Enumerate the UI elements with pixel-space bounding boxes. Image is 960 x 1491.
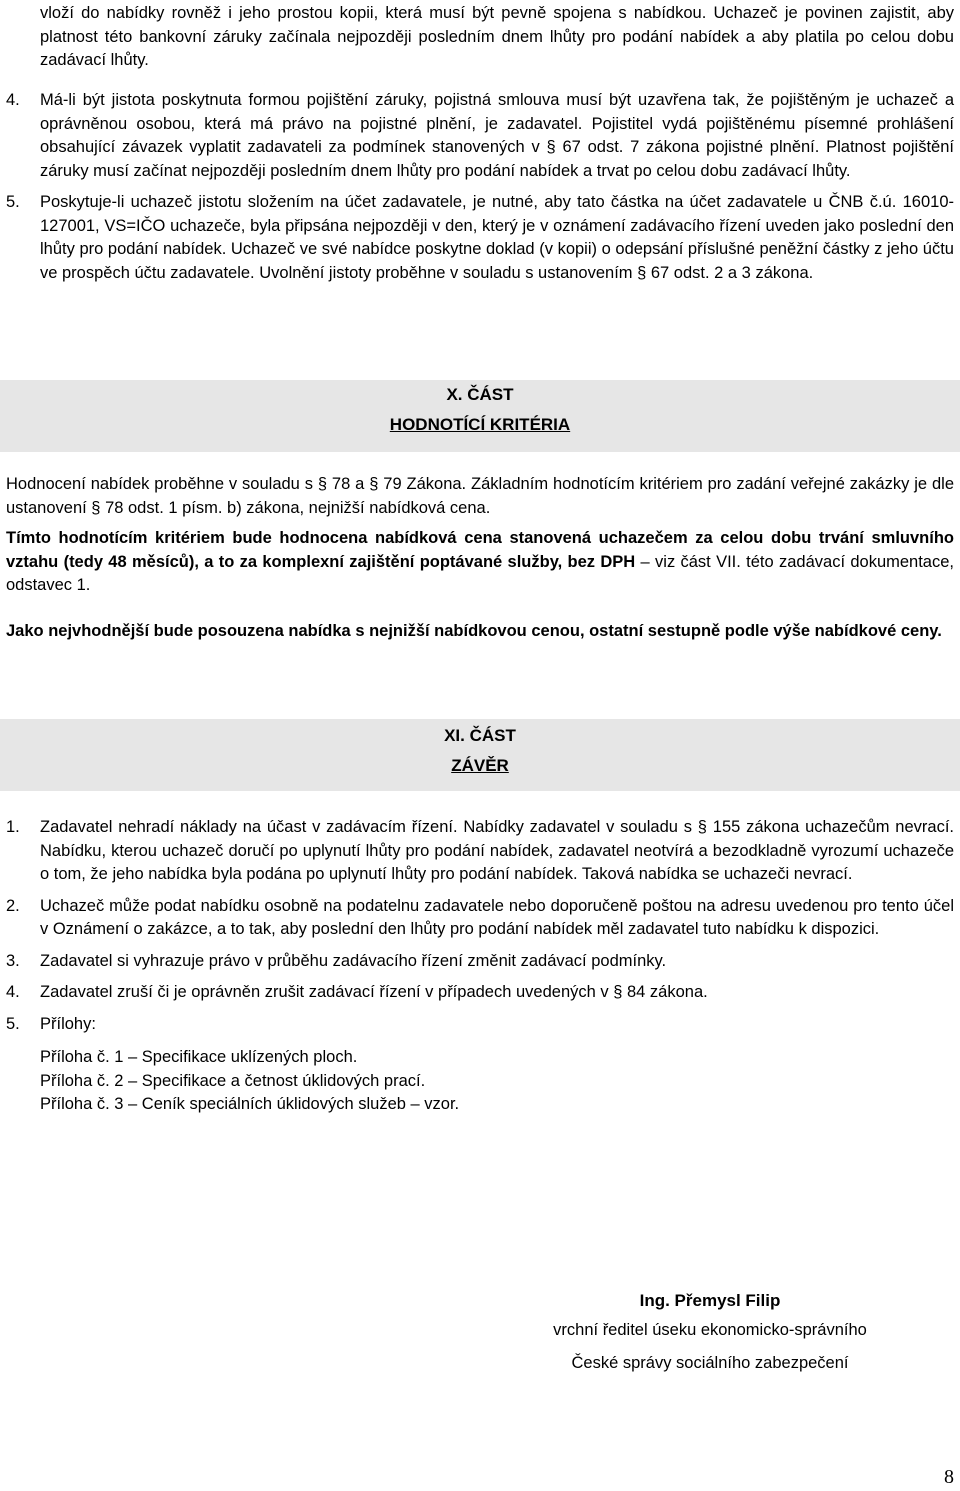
attachment-item: Příloha č. 2 – Specifikace a četnost úklidových prací. — [40, 1071, 426, 1090]
section-xi-content — [0, 816, 960, 1117]
page-number: 8 — [944, 1466, 954, 1488]
item-number: 3. — [6, 951, 20, 970]
continuation-block — [0, 2, 960, 73]
criteria-detail-rest: – viz část VII. této zadávací dokumentace, odstavec 1. — [6, 552, 954, 594]
criteria-detail-bold: Tímto hodnotícím kritériem bude hodnocena nabídková cena stanovená uchazečem za celou dobu trvání smluvního vztahu (tedy 48 měsíců), a to za komplexní zajištění poptávané služby, bez DPH — [6, 529, 954, 571]
section-heading: X. ČÁST — [446, 385, 514, 404]
list-item — [0, 895, 960, 942]
item-number: 5. — [6, 1014, 20, 1033]
attachment-list — [0, 1046, 960, 1117]
item-number: 4. — [6, 983, 20, 1001]
item-text: Přílohy: — [40, 1014, 96, 1033]
item-text: Zadavatel nehradí náklady na účast v zadávacím řízení. Nabídky zadavatel v souladu s § 155 zákona uchazečům nevrací. Nabídku, kterou uchazeč doručí po uplynutí lhůty pro podání nabídek, zadavatel neotvírá a bezodkladně vyrozumí uchazeče o tom, že jeho nabídka byla podána po uplynutí lhůty pro podání nabídek. Taková nabídka se uchazeči nevrací. — [40, 818, 954, 883]
attachment-item: Příloha č. 3 – Ceník speciálních úklidových služeb – vzor. — [40, 1095, 460, 1113]
section-x-content — [0, 473, 960, 643]
item-text: Uchazeč může podat nabídku osobně na podatelnu zadavatele nebo doporučeně poštou na adresu uvedenou pro tento účel v Oznámení o zakázce, a to tak, aby poslední den lhůty pro podání nabídek měl zadavatel tuto nabídku k dispozici. — [40, 896, 954, 938]
ranking-paragraph: Jako nejvhodnější bude posouzena nabídka s nejnižší nabídkovou cenou, ostatní sestupně podle výše nabídkové ceny. — [6, 621, 942, 640]
item-number: 1. — [6, 818, 20, 836]
section-title: HODNOTÍCÍ KRITÉRIA — [389, 415, 571, 434]
section-title: ZÁVĚR — [451, 756, 509, 775]
list-item — [0, 981, 960, 1005]
criteria-detail-paragraph — [0, 527, 960, 598]
item-text: Má-li být jistota poskytnuta formou pojištění záruky, pojistná smlouva musí být uzavřena tak, že pojištěným je uchazeč a oprávněnou osobou, která má právo na pojistné plnění, je zadavatel. Pojistitel vydá pojištěnému písemné prohlášení obsahující závazek vyplatit zadavateli za podmínek stanovených v § 67 odst. 7 zákona pojistné plnění. Platnost pojištění záruky musí začínat nejpozději posledním dnem lhůty pro podání nabídek a trvat po celou dobu zadávací lhůty. — [40, 91, 954, 180]
section-heading: XI. ČÁST — [444, 726, 516, 745]
signatory-organization: České správy sociálního zabezpečení — [571, 1353, 849, 1372]
item-number: 5. — [6, 193, 20, 211]
continuation-paragraph: vloží do nabídky rovněž i jeho prostou kopii, která musí být pevně spojena s nabídkou. Uchazeč je povinen zajistit, aby platnost této bankovní záruky začínala nejpozději posledním dnem lhůty pro podání nabídek a aby platila po celou dobu zadávací lhůty. — [40, 4, 954, 69]
section-x-banner — [0, 380, 960, 452]
item-number: 2. — [6, 896, 20, 915]
item-number: 4. — [6, 91, 20, 109]
signature-block — [218, 1288, 960, 1375]
item-text: Poskytuje-li uchazeč jistotu složením na účet zadavatele, je nutné, aby tato částka na účet zadavatele u ČNB č.ú. 16010-127001, VS=IČO uchazeče, byla připsána nejpozději v den, který je v oznámení zadávacího řízení uveden jako poslední den lhůty pro podání nabídek. Uchazeč ve své nabídce poskytne doklad (v kopii) o odepsání příslušné peněžní částky z jeho účtu ve prospěch účtu zadavatele. Uvolnění jistoty proběhne v souladu s ustanovením § 67 odst. 2 a 3 zákona. — [40, 193, 954, 282]
list-item — [0, 1013, 960, 1037]
guarantee-list — [0, 89, 960, 285]
list-item — [0, 89, 960, 183]
signatory-name: Ing. Přemysl Filip — [639, 1291, 781, 1310]
item-text: Zadavatel si vyhrazuje právo v průběhu zadávacího řízení změnit zadávací podmínky. — [40, 951, 667, 970]
list-item — [0, 950, 960, 974]
list-item — [0, 191, 960, 285]
item-text: Zadavatel zruší či je oprávněn zrušit zadávací řízení v případech uvedených v § 84 zákona. — [40, 983, 708, 1001]
signatory-role: vrchní ředitel úseku ekonomicko-správního — [553, 1321, 867, 1339]
list-item — [0, 816, 960, 887]
section-xi-banner — [0, 719, 960, 791]
attachment-item: Příloha č. 1 – Specifikace uklízených ploch. — [40, 1048, 358, 1066]
criteria-paragraph: Hodnocení nabídek proběhne v souladu s § 78 a § 79 Zákona. Základním hodnotícím kritériem pro zadání veřejné zakázky je dle ustanovení § 78 odst. 1 písm. b) zákona, nejnižší nabídková cena. — [6, 475, 954, 517]
